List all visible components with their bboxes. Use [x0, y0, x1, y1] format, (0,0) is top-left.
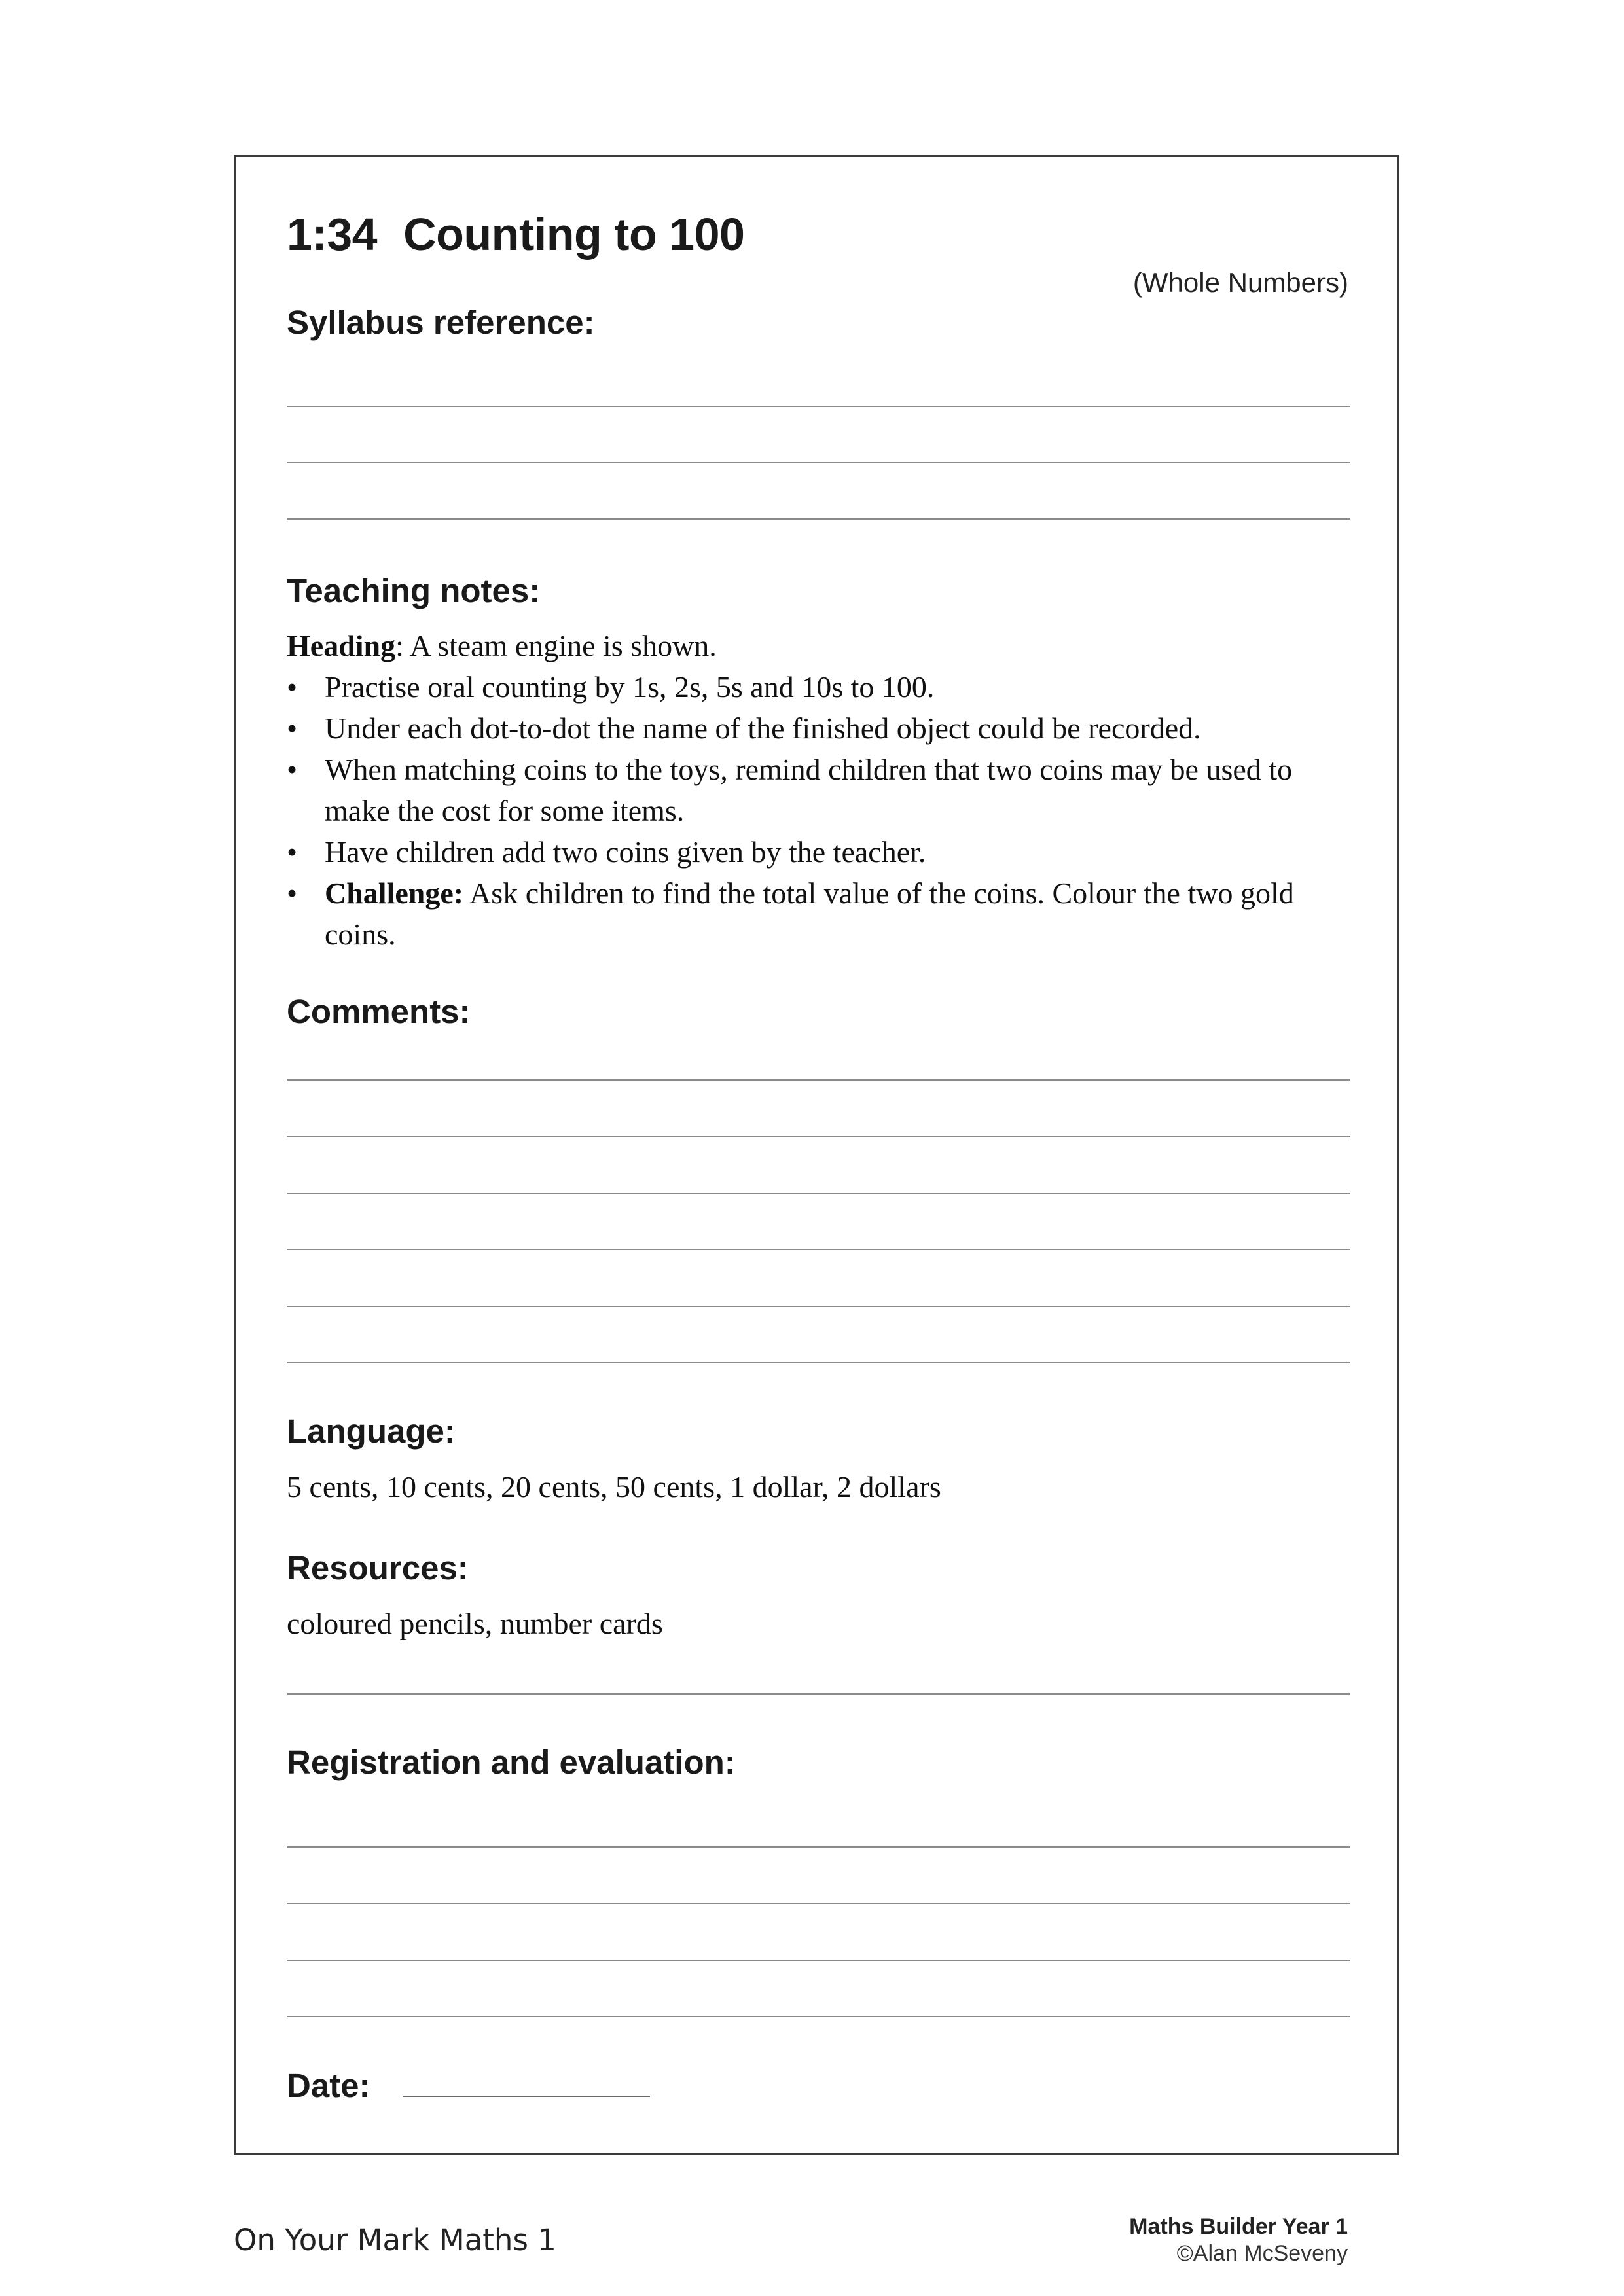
topic-label: (Whole Numbers) [1132, 267, 1348, 298]
resources-line[interactable] [287, 1693, 1350, 1695]
list-item [287, 708, 1360, 749]
footer-copyright: ©Alan McSeveny [1176, 2241, 1348, 2266]
heading-note-label: Heading [287, 629, 396, 662]
language-heading: Language: [287, 1412, 456, 1450]
registration-line-2[interactable] [287, 1903, 1350, 1904]
challenge-item [287, 872, 1360, 955]
page-frame [234, 155, 1399, 2155]
comments-line-4[interactable] [287, 1249, 1350, 1250]
comments-line-3[interactable] [287, 1193, 1350, 1194]
resources-heading: Resources: [287, 1549, 469, 1587]
syllabus-line-1[interactable] [287, 406, 1350, 407]
resources-text: coloured pencils, number cards [287, 1607, 663, 1640]
heading-note-text: : A steam engine is shown. [395, 629, 717, 662]
language-text: 5 cents, 10 cents, 20 cents, 50 cents, 1 dollar, 2 dollars [287, 1470, 941, 1503]
comments-line-6[interactable] [287, 1362, 1350, 1363]
footer-credit [1129, 2214, 1348, 2267]
page-title [287, 208, 744, 260]
bullet: • [287, 876, 298, 910]
lesson-number: 1:34 [287, 209, 378, 260]
teaching-notes [287, 625, 1360, 955]
registration-line-3[interactable] [287, 1960, 1350, 1961]
registration-line-4[interactable] [287, 2016, 1350, 2017]
lesson-title: Counting to 100 [403, 209, 745, 260]
date-label: Date: [287, 2067, 370, 2104]
teaching-notes-list [287, 666, 1360, 955]
footer-book-title: Maths Builder Year 1 [1129, 2214, 1348, 2239]
registration-heading: Registration and evaluation: [287, 1744, 736, 1781]
syllabus-heading: Syllabus reference: [287, 304, 595, 341]
bullet: • [287, 835, 298, 869]
date-line[interactable] [403, 2096, 650, 2097]
list-item [287, 749, 1360, 831]
footer-series: On Your Mark Maths 1 [234, 2223, 556, 2257]
registration-line-1[interactable] [287, 1846, 1350, 1848]
challenge-label: Challenge: [325, 876, 464, 910]
list-item [287, 831, 1360, 872]
teaching-notes-heading: Teaching notes: [287, 572, 541, 609]
heading-note [287, 625, 1360, 666]
list-item-text: Have children add two coins given by the teacher. [325, 835, 926, 869]
list-item [287, 666, 1360, 708]
list-item-text: Practise oral counting by 1s, 2s, 5s and 10s to 100. [325, 670, 935, 704]
comments-line-2[interactable] [287, 1136, 1350, 1137]
comments-heading: Comments: [287, 993, 471, 1030]
challenge-text: Ask children to find the total value of the coins. Colour the two gold coins. [325, 876, 1294, 951]
list-item-text: When matching coins to the toys, remind children that two coins may be used to make the cost for some items. [325, 753, 1293, 827]
syllabus-line-2[interactable] [287, 462, 1350, 463]
list-item-text: Under each dot-to-dot the name of the finished object could be recorded. [325, 711, 1201, 745]
comments-line-5[interactable] [287, 1306, 1350, 1307]
bullet: • [287, 711, 298, 745]
bullet: • [287, 753, 298, 786]
comments-line-1[interactable] [287, 1079, 1350, 1081]
bullet: • [287, 670, 298, 704]
syllabus-line-3[interactable] [287, 518, 1350, 520]
